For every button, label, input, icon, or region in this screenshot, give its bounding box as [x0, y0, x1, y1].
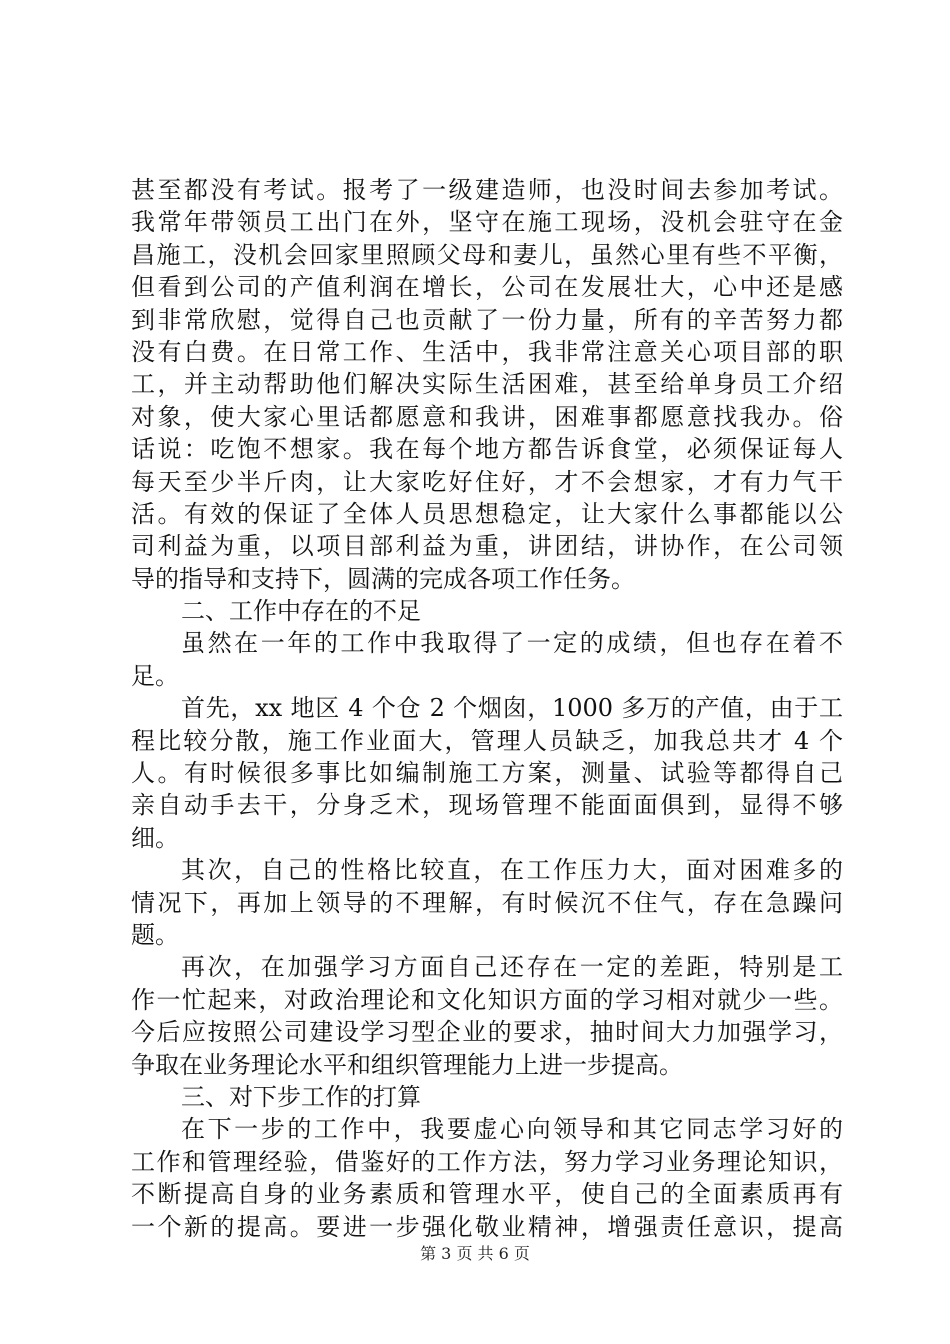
text-line: 导的指导和支持下，圆满的完成各项工作任务。: [131, 564, 635, 593]
text-line: 一个新的提高。要进一步强化敬业精神，增强责任意识，提高: [131, 1212, 843, 1241]
text-line: 程比较分散，施工作业面大，管理人员缺乏，加我总共才 4 个: [131, 726, 843, 755]
text-line: 作一忙起来，对政治理论和文化知识方面的学习相对就少一些。: [131, 985, 843, 1014]
section-heading: 三、对下步工作的打算: [181, 1082, 421, 1111]
text-line: 每天至少半斤肉，让大家吃好住好，才不会想家，才有力气干: [131, 467, 843, 496]
text-line: 其次，自己的性格比较直，在工作压力大，面对困难多的: [181, 856, 843, 885]
text-line: 人。有时候很多事比如编制施工方案，测量、试验等都得自己: [131, 759, 843, 788]
text-line: 我常年带领员工出门在外，坚守在施工现场，没机会驻守在金: [131, 208, 843, 237]
text-line: 工，并主动帮助他们解决实际生活困难，甚至给单身员工介绍: [131, 370, 843, 399]
text-line: 对象，使大家心里话都愿意和我讲，困难事都愿意找我办。俗: [131, 402, 843, 431]
text-line: 争取在业务理论水平和组织管理能力上进一步提高。: [131, 1050, 683, 1079]
text-line: 活。有效的保证了全体人员思想稳定，让大家什么事都能以公: [131, 499, 843, 528]
text-line: 在下一步的工作中，我要虚心向领导和其它同志学习好的: [181, 1115, 843, 1144]
text-line: 今后应按照公司建设学习型企业的要求，抽时间大力加强学习，: [131, 1018, 843, 1047]
document-body: [131, 174, 843, 1243]
text-line: 足。: [131, 661, 179, 690]
text-line: 再次，在加强学习方面自己还存在一定的差距，特别是工: [181, 953, 843, 982]
section-heading: 二、工作中存在的不足: [181, 597, 421, 626]
text-line: 昌施工，没机会回家里照顾父母和妻儿，虽然心里有些不平衡，: [131, 240, 843, 269]
text-line: 虽然在一年的工作中我取得了一定的成绩，但也存在着不: [181, 629, 843, 658]
text-line: 甚至都没有考试。报考了一级建造师，也没时间去参加考试。: [131, 176, 843, 204]
text-line: 没有白费。在日常工作、生活中，我非常注意关心项目部的职: [131, 337, 843, 366]
text-line: 首先，xx 地区 4 个仓 2 个烟囱，1000 多万的产值，由于工: [181, 694, 843, 723]
text-line: 话说：吃饱不想家。我在每个地方都告诉食堂，必须保证每人: [131, 435, 843, 464]
text-line: 但看到公司的产值利润在增长，公司在发展壮大，心中还是感: [131, 273, 843, 302]
page-number-footer: 第 3 页 共 6 页: [420, 1244, 530, 1263]
text-line: 司利益为重，以项目部利益为重，讲团结，讲协作，在公司领: [131, 532, 843, 561]
text-line: 亲自动手去干，分身乏术，现场管理不能面面俱到，显得不够: [131, 791, 843, 820]
text-line: 不断提高自身的业务素质和管理水平，使自己的全面素质再有: [131, 1180, 843, 1209]
text-line: 题。: [131, 920, 179, 949]
text-line: 细。: [131, 823, 179, 852]
text-line: 情况下，再加上领导的不理解，有时候沉不住气，存在急躁问: [131, 888, 843, 917]
text-line: 工作和管理经验，借鉴好的工作方法，努力学习业务理论知识，: [131, 1147, 843, 1176]
text-line: 到非常欣慰，觉得自己也贡献了一份力量，所有的辛苦努力都: [131, 305, 843, 334]
